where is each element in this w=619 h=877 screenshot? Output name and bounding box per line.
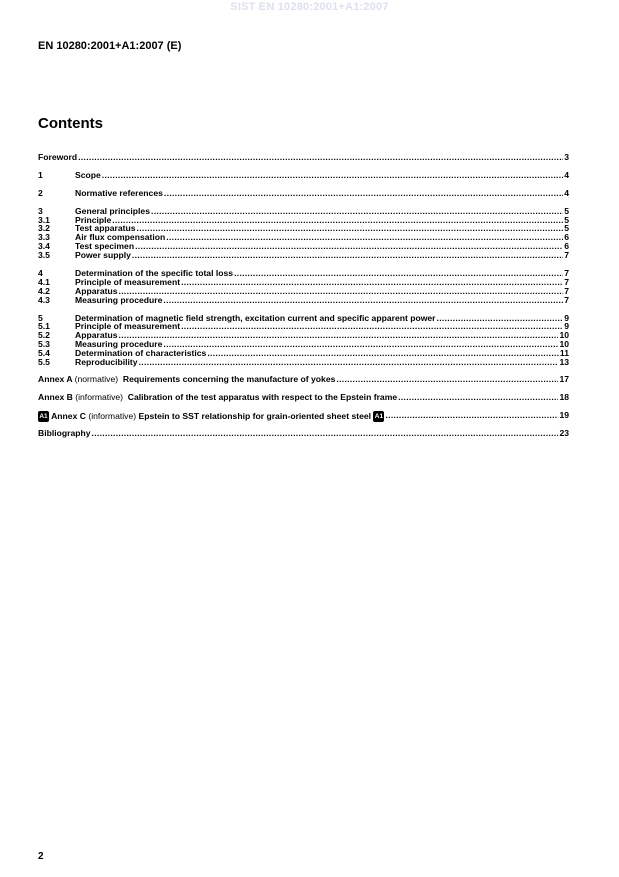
toc-title: Test apparatus <box>75 223 136 234</box>
annex-title: Calibration of the test apparatus with respect to the Epstein frame <box>127 391 398 402</box>
toc-title: Determination of characteristics <box>75 348 207 359</box>
toc-leader <box>336 375 558 384</box>
toc-leader <box>437 314 564 323</box>
toc-page: 23 <box>559 427 569 438</box>
toc-bibliography-entry[interactable] <box>38 429 569 438</box>
toc-leader <box>181 322 563 331</box>
table-of-contents <box>38 153 569 437</box>
toc-title: Apparatus <box>75 330 118 341</box>
toc-number: 5 <box>38 312 43 323</box>
toc-leader <box>135 242 563 251</box>
toc-number: 3.3 <box>38 232 50 243</box>
toc-entry[interactable] <box>38 207 569 216</box>
toc-leader <box>139 358 559 367</box>
toc-page: 5 <box>564 223 569 234</box>
toc-title: Normative references <box>75 187 163 198</box>
toc-number: 3.1 <box>38 214 50 225</box>
amendment-start-icon: A1 <box>39 412 48 420</box>
toc-page: 5 <box>564 205 569 216</box>
toc-entry[interactable] <box>38 296 569 305</box>
toc-number: 4.1 <box>38 276 50 287</box>
toc-number: 4 <box>38 268 43 279</box>
page-number: 2 <box>38 851 44 862</box>
toc-page: 6 <box>564 241 569 252</box>
annex-title: Epstein to SST relationship for grain-oriented sheet steel <box>138 410 372 421</box>
toc-annex-title <box>38 411 384 422</box>
toc-title: Determination of the specific total loss <box>75 268 234 279</box>
toc-leader <box>234 269 563 278</box>
amendment-end-icon: A1 <box>374 412 384 420</box>
toc-page: 7 <box>564 294 569 305</box>
toc-page: 18 <box>559 391 569 402</box>
document-id: EN 10280:2001+A1:2007 (E) <box>38 40 182 52</box>
toc-page: 5 <box>564 214 569 225</box>
toc-entry[interactable] <box>38 358 569 367</box>
toc-title: Determination of magnetic field strength, excitation current and specific apparent power <box>75 312 436 323</box>
toc-number: 5.2 <box>38 330 50 341</box>
toc-page: 17 <box>559 373 569 384</box>
toc-page: 7 <box>564 268 569 279</box>
toc-title: Principle of measurement <box>75 321 181 332</box>
toc-page: 4 <box>564 187 569 198</box>
toc-leader <box>78 153 563 162</box>
toc-leader <box>163 340 558 349</box>
toc-title: Measuring procedure <box>75 294 163 305</box>
toc-number: 5.5 <box>38 357 50 368</box>
toc-number: 1 <box>38 169 43 180</box>
toc-number: 3.2 <box>38 223 50 234</box>
toc-leader <box>92 429 559 438</box>
toc-page: 11 <box>559 348 569 359</box>
toc-title: Foreword <box>38 152 78 162</box>
toc-title: Principle of measurement <box>75 276 181 287</box>
toc-page: 3 <box>564 152 569 162</box>
toc-page: 9 <box>564 321 569 332</box>
toc-entry[interactable] <box>38 189 569 198</box>
toc-title: Air flux compensation <box>75 232 166 243</box>
toc-leader <box>163 296 563 305</box>
toc-page: 13 <box>559 357 569 368</box>
toc-leader <box>132 251 563 260</box>
toc-leader <box>102 171 563 180</box>
toc-title: Apparatus <box>75 285 118 296</box>
toc-number: 4.2 <box>38 285 50 296</box>
toc-page: 19 <box>559 410 569 421</box>
toc-title: Bibliography <box>38 427 91 438</box>
toc-number: 5.4 <box>38 348 50 359</box>
toc-entry[interactable] <box>38 171 569 180</box>
toc-title: Reproducibility <box>75 357 138 368</box>
toc-title: Scope <box>75 169 101 180</box>
toc-number: 5.3 <box>38 339 50 350</box>
toc-number: 3 <box>38 205 43 216</box>
annex-title: Requirements concerning the manufacture of yokes <box>122 373 336 384</box>
toc-page: 10 <box>559 330 569 341</box>
toc-annex-title <box>38 375 335 384</box>
toc-annex-entry[interactable] <box>38 411 569 420</box>
watermark: SIST EN 10280:2001+A1:2007 <box>230 1 389 13</box>
toc-title: Principle <box>75 214 112 225</box>
toc-number: 5.1 <box>38 321 50 332</box>
annex-label: Annex A <box>38 373 73 384</box>
toc-entry[interactable] <box>38 251 569 260</box>
toc-leader <box>398 393 558 402</box>
toc-page: 6 <box>564 232 569 243</box>
toc-leader <box>166 233 563 242</box>
toc-annex-entry[interactable] <box>38 375 569 384</box>
toc-title: General principles <box>75 205 150 216</box>
toc-page: 7 <box>564 250 569 261</box>
annex-status: (normative) <box>74 373 119 384</box>
toc-number: 3.4 <box>38 241 50 252</box>
toc-annex-title <box>38 393 397 402</box>
annex-label: Annex C <box>51 410 86 421</box>
toc-page: 9 <box>564 312 569 323</box>
toc-leader <box>112 216 563 225</box>
toc-number: 2 <box>38 187 43 198</box>
toc-leader <box>119 287 564 296</box>
toc-leader <box>137 224 564 233</box>
toc-leader <box>181 278 563 287</box>
toc-page: 7 <box>564 285 569 296</box>
toc-entry[interactable] <box>38 153 569 162</box>
toc-leader <box>119 331 559 340</box>
toc-page: 7 <box>564 276 569 287</box>
toc-annex-entry[interactable] <box>38 393 569 402</box>
toc-leader <box>207 349 559 358</box>
toc-title: Test specimen <box>75 241 135 252</box>
annex-label: Annex B <box>38 391 73 402</box>
toc-page: 10 <box>559 339 569 350</box>
toc-leader <box>151 207 563 216</box>
contents-heading: Contents <box>38 115 103 132</box>
toc-number: 3.5 <box>38 250 50 261</box>
toc-title: Measuring procedure <box>75 339 163 350</box>
toc-title: Power supply <box>75 250 131 261</box>
toc-leader <box>385 411 558 420</box>
toc-number: 4.3 <box>38 294 50 305</box>
toc-leader <box>164 189 563 198</box>
annex-status: (informative) <box>75 391 124 402</box>
toc-page: 4 <box>564 169 569 180</box>
annex-status: (informative) <box>88 410 137 421</box>
